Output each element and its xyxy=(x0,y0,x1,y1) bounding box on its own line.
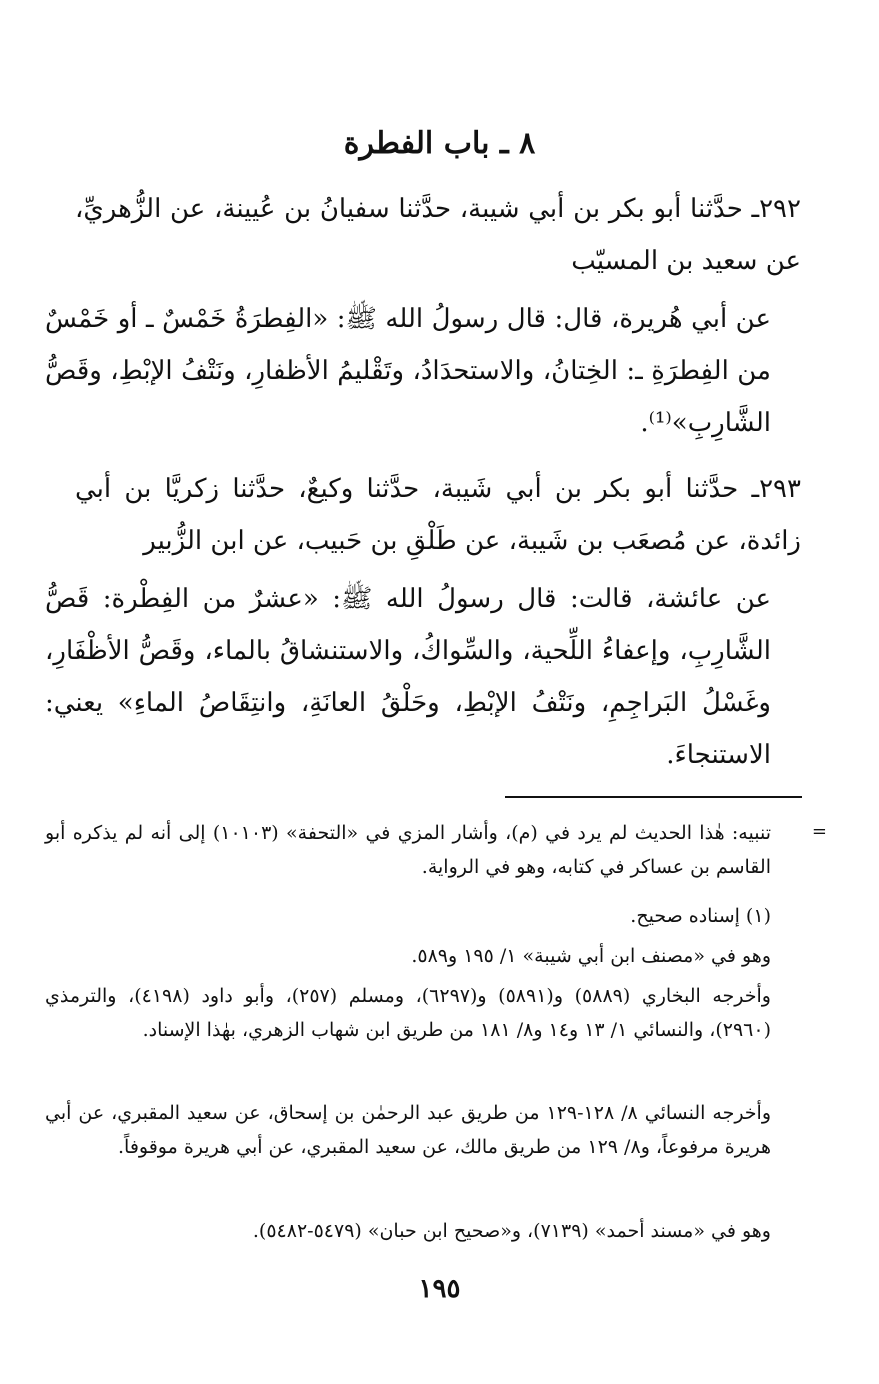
hadith-293-isnad: ٢٩٣ـ حدَّثنا أبو بكر بن أبي شَيبة، حدَّثنا وكيعٌ، حدَّثنا زكريَّا بن أبي زائدة، عن مُصعَب بن شَيبة، عن طَلْقِ بن حَبيب، عن ابن الزُّبير xyxy=(75,474,801,556)
footnote-1-nasai: وأخرجه النسائي ٨/ ١٢٨-١٢٩ من طريق عبد الرحمٰن بن إسحاق، عن سعيد المقبري، عن أبي هريرة مرفوعاً، و٨/ ١٢٩ من طريق مالك، عن سعيد المقبري، عن أبي هريرة موقوفاً. xyxy=(45,1102,771,1158)
chapter-title: ٨ ـ باب الفطرة xyxy=(343,126,536,161)
footnote-1-ahmad: وهو في «مسند أحمد» (٧١٣٩)، و«صحيح ابن حبان» (٥٤٧٩-٥٤٨٢). xyxy=(252,1220,771,1242)
footnote-1-musannaf: وهو في «مصنف ابن أبي شيبة» ١/ ١٩٥ و٥٨٩. xyxy=(411,945,771,967)
footnote-1-takhrij: وأخرجه البخاري (٥٨٨٩) و(٥٨٩١) و(٦٢٩٧)، ومسلم (٢٥٧)، وأبو داود (٤١٩٨)، والترمذي (٢٩٦٠)، والنسائي ١/ ١٣ و١٤ و٨/ ١٨١ من طريق ابن شهاب الزهري، بهٰذا الإسناد. xyxy=(45,985,771,1041)
page-number: ١٩٥ xyxy=(418,1274,461,1304)
footnote-divider xyxy=(505,796,802,798)
footnote-1-isnad: (١) إسناده صحيح. xyxy=(630,905,771,927)
footnote-continuation-mark: = xyxy=(811,821,827,842)
hadith-293-matn: عن عائشة، قالت: قال رسولُ الله ﷺ: «عشرٌ من الفِطْرة: قَصُّ الشَّارِبِ، وإعفاءُ اللِّحية، والسِّواكُ، والاستنشاقُ بالماء، وقَصُّ الأظْفَارِ، وغَسْلُ البَراجِمِ، ونَتْفُ الإبْطِ، وحَلْقُ العانَةِ، وانتِقَاصُ الماءِ» يعني: الاستنجاءَ. xyxy=(45,584,771,770)
hadith-292-matn: عن أبي هُريرة، قال: قال رسولُ الله ﷺ: «الفِطرَةُ خَمْسٌ ـ أو خَمْسٌ من الفِطرَةِ ـ: الخِتانُ، والاستحدَادُ، وتَقْليمُ الأظفارِ، ونَتْفُ الإبْطِ، وقَصُّ الشَّارِبِ»⁽¹⁾. xyxy=(45,304,771,438)
hadith-292-isnad: ٢٩٢ـ حدَّثنا أبو بكر بن أبي شيبة، حدَّثنا سفيانُ بن عُيينة، عن الزُّهريِّ، عن سعيد بن المسيّب xyxy=(75,194,801,276)
footnote-tanbih: تنبيه: هٰذا الحديث لم يرد في (م)، وأشار المزي في «التحفة» (١٠١٠٣) إلى أنه لم يذكره أبو القاسم بن عساكر في كتابه، وهو في الرواية. xyxy=(45,822,771,878)
